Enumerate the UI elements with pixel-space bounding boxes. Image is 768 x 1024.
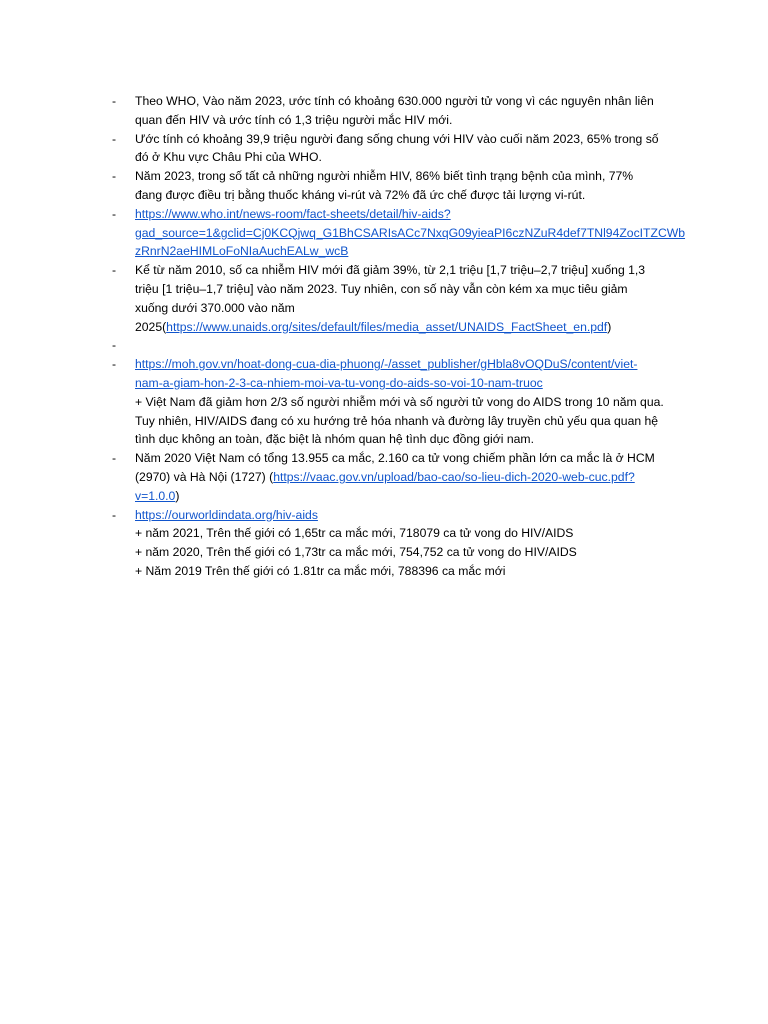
text-fragment: (2970) và Hà Nội (1727) ( (135, 469, 274, 484)
list-item (112, 205, 692, 261)
text-fragment: 2025( (135, 319, 167, 334)
list-item (112, 261, 692, 336)
bullet-dash: - (112, 507, 117, 522)
bullet-dash: - (112, 131, 117, 146)
text-line: + Việt Nam đã giảm hơn 2/3 số người nhiễm mới và số người tử vong do AIDS trong 10 năm qua. (135, 394, 664, 409)
moh-article-link[interactable]: https://moh.gov.vn/hoat-dong-cua-dia-phuong/-/asset_publisher/gHbla8vOQDuS/content/viet- (135, 357, 638, 372)
list-item (112, 449, 692, 505)
owid-hiv-link[interactable]: https://ourworldindata.org/hiv-aids (135, 507, 318, 522)
who-fact-sheet-link[interactable]: zRnrN2aeHIMLoFoNIaAuchEALw_wcB (135, 244, 349, 259)
text-line: Năm 2020 Việt Nam có tổng 13.955 ca mắc, 2.160 ca tử vong chiếm phần lớn ca mắc là ở HCM (135, 451, 655, 466)
text-line: Năm 2023, trong số tất cả những người nhiễm HIV, 86% biết tình trạng bệnh của mình, 77% (135, 169, 634, 184)
bullet-list (112, 92, 692, 581)
bullet-dash: - (112, 263, 117, 278)
unaids-factsheet-link[interactable]: https://www.unaids.org/sites/default/files/media_asset/UNAIDS_FactSheet_en.pdf (166, 319, 608, 334)
text-line: + năm 2020, Trên thế giới có 1,73tr ca mắc mới, 754,752 ca tử vong do HIV/AIDS (135, 545, 577, 560)
text-line: đó ở Khu vực Châu Phi của WHO. (135, 150, 322, 165)
text-line: triệu [1 triệu–1,7 triệu] vào năm 2023. Tuy nhiên, con số này vẫn còn kém xa mục tiêu giảm (135, 281, 628, 296)
list-item (112, 355, 692, 449)
text-line: đang được điều trị bằng thuốc kháng vi-rút và 72% đã ức chế được tải lượng vi-rút. (135, 187, 586, 202)
text-line: Tuy nhiên, HIV/AIDS đang có xu hướng trẻ hóa nhanh và đường lây truyền chủ yếu qua quan hệ (135, 413, 659, 428)
text-line: Kể từ năm 2010, số ca nhiễm HIV mới đã giảm 39%, từ 2,1 triệu [1,7 triệu–2,7 triệu] xuống 1,3 (135, 263, 646, 278)
list-item-empty (112, 336, 692, 355)
moh-article-link[interactable]: nam-a-giam-hon-2-3-ca-nhiem-moi-va-tu-vong-do-aids-so-voi-10-nam-truoc (135, 375, 543, 390)
text-line (135, 468, 692, 487)
text-line (135, 487, 692, 506)
list-item (112, 92, 692, 130)
text-line: + Năm 2019 Trên thế giới có 1.81tr ca mắc mới, 788396 ca mắc mới (135, 563, 506, 578)
text-line: xuống dưới 370.000 vào năm (135, 300, 295, 315)
bullet-dash: - (112, 451, 117, 466)
text-line: + năm 2021, Trên thế giới có 1,65tr ca mắc mới, 718079 ca tử vong do HIV/AIDS (135, 526, 574, 541)
bullet-dash: - (112, 94, 117, 108)
text-line: Theo WHO, Vào năm 2023, ước tính có khoảng 630.000 người tử vong vì các nguyên nhân liên (135, 94, 654, 108)
who-fact-sheet-link[interactable]: https://www.who.int/news-room/fact-sheets/detail/hiv-aids? (135, 206, 451, 221)
who-fact-sheet-link[interactable]: gad_source=1&gclid=Cj0KCQjwq_G1BhCSARIsACc7NxqG09yieaPI6czNZuR4def7TNl94ZocITZCWb (135, 225, 686, 240)
text-fragment: ) (175, 488, 180, 503)
text-line: Ước tính có khoảng 39,9 triệu người đang sống chung với HIV vào cuối năm 2023, 65% trong số (135, 131, 659, 146)
bullet-dash: - (112, 206, 117, 221)
text-fragment: ) (607, 319, 612, 334)
list-item (112, 506, 692, 581)
list-item (112, 167, 692, 205)
vaac-report-link[interactable]: https://vaac.gov.vn/upload/bao-cao/so-lieu-dich-2020-web-cuc.pdf? (273, 469, 635, 484)
bullet-dash: - (112, 357, 117, 372)
text-line: tình dục không an toàn, đặc biệt là nhóm quan hệ tình dục đồng giới nam. (135, 432, 534, 447)
bullet-dash: - (112, 169, 117, 184)
text-line: quan đến HIV và ước tính có 1,3 triệu người mắc HIV mới. (135, 112, 453, 127)
list-item (112, 130, 692, 168)
bullet-dash: - (112, 338, 117, 353)
vaac-report-link[interactable]: v=1.0.0 (135, 488, 176, 503)
text-line (135, 318, 692, 337)
